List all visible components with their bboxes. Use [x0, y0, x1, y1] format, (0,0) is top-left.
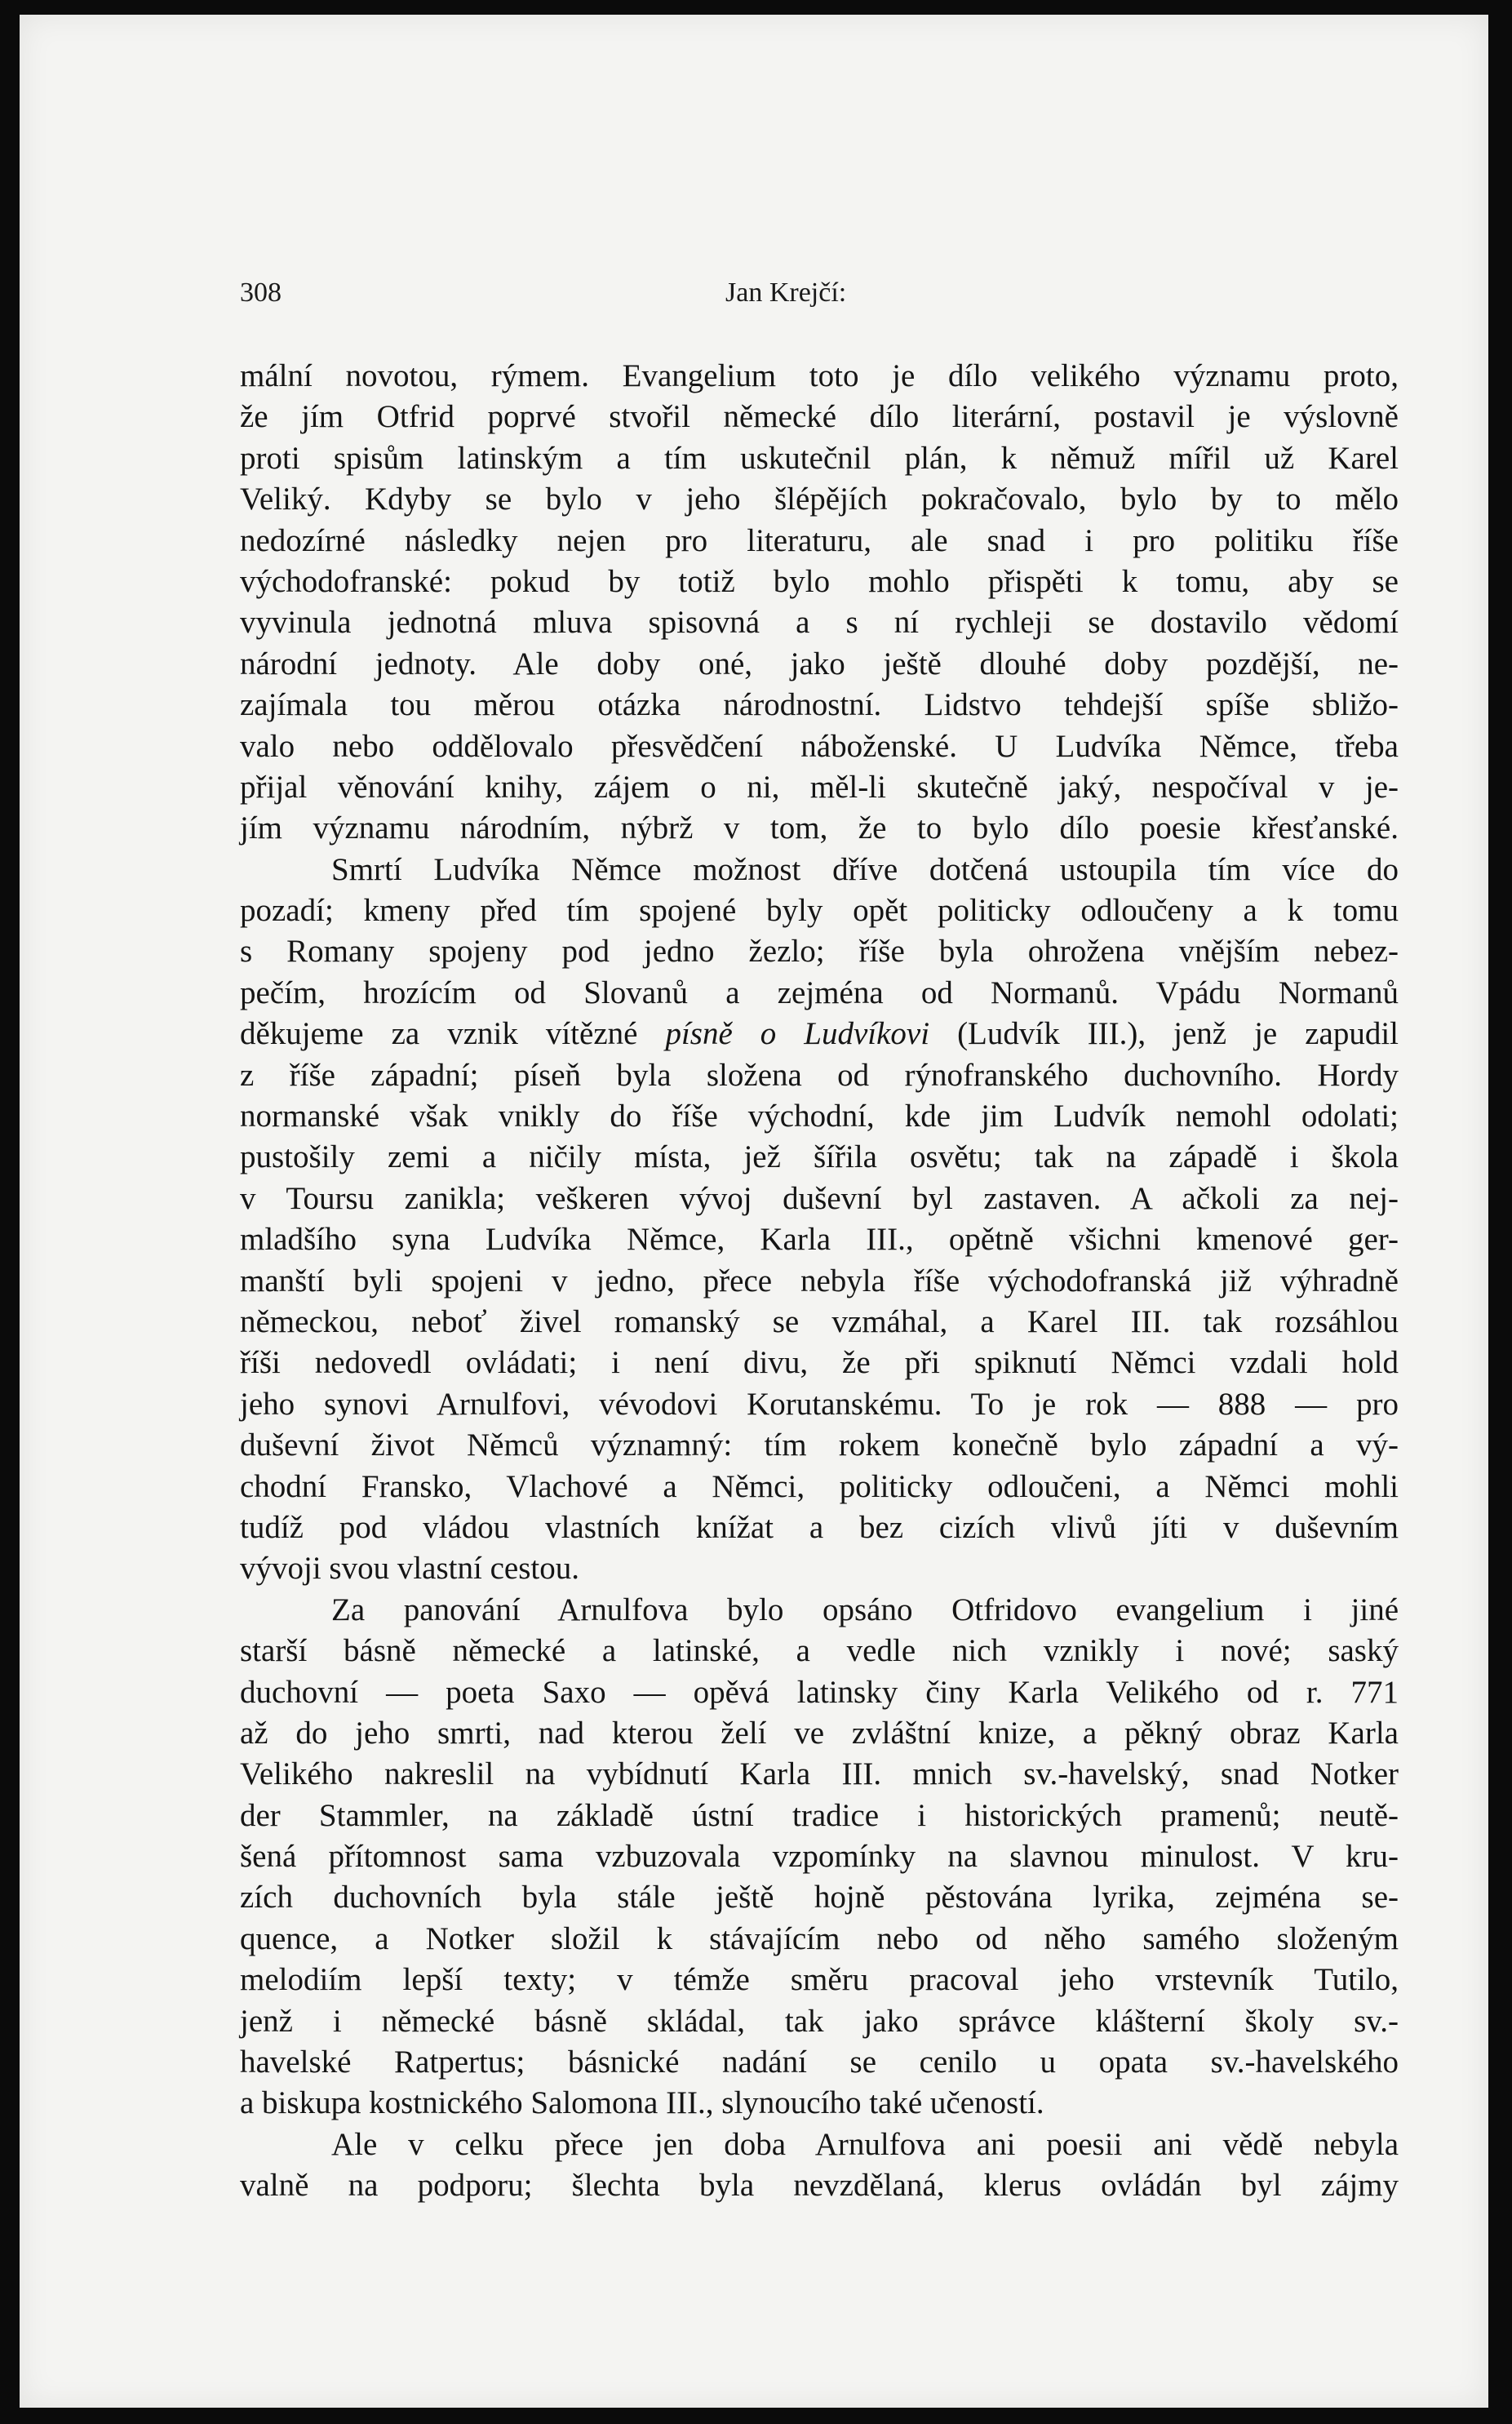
text-line — [240, 438, 1399, 479]
text-line — [240, 1179, 1399, 1219]
text-line-content: tudíž pod vládou vlastních knížat a bez cizích vlivů jíti v duševním — [240, 1509, 1399, 1545]
text-line — [240, 644, 1399, 685]
text-line-content: quence, a Notker složil k stávajícím nebo od něho samého složeným — [240, 1920, 1399, 1956]
text-line-content: jenž i německé básně skládal, tak jako správce klášterní školy sv.- — [240, 2003, 1399, 2039]
text-line-content: starší básně německé a latinské, a vedle nich vznikly i nové; saský — [240, 1633, 1399, 1669]
text-line — [240, 1713, 1399, 1754]
text-line-content: melodiím lepší texty; v témže směru pracoval jeho vrstevník Tutilo, — [240, 1962, 1399, 1998]
text-line — [240, 2165, 1399, 2206]
text-line-content: Za panování Arnulfova bylo opsáno Otfridovo evangelium i jiné — [331, 1592, 1399, 1627]
text-line-content: pečím, hrozícím od Slovanů a zejména od Normanů. Vpádu Normanů — [240, 974, 1399, 1010]
body-text — [240, 356, 1399, 2207]
text-line-content: východofranské: pokud by totiž bylo mohlo přispěti k tomu, aby se — [240, 563, 1399, 599]
text-line-content: říši nedovedl ovládati; i není divu, že při spiknutí Němci vzdali hold — [240, 1345, 1399, 1381]
text-line-content: přijal věnování knihy, zájem o ni, měl-li skutečně jaký, nespočíval v je- — [240, 769, 1399, 805]
text-line — [240, 1096, 1399, 1137]
text-line — [240, 1754, 1399, 1795]
text-line — [240, 356, 1399, 397]
text-line-content: normanské však vnikly do říše východní, kde jim Ludvík nemohl odolati; — [240, 1099, 1399, 1134]
text-line — [240, 2001, 1399, 2042]
text-line-content: že jím Otfrid poprvé stvořil německé dílo literární, postavil je výslovně — [240, 399, 1399, 435]
text-line — [240, 1836, 1399, 1877]
page-number: 308 — [240, 277, 282, 308]
text-line — [240, 931, 1399, 972]
text-line — [240, 1877, 1399, 1918]
running-head: Jan Krejčí: — [725, 277, 847, 308]
text-line — [240, 397, 1399, 437]
text-line — [240, 685, 1399, 726]
text-line-content: z říše západní; píseň byla složena od rýnofranského duchovního. Hordy — [240, 1057, 1399, 1093]
text-line — [240, 2083, 1399, 2124]
text-line — [240, 1137, 1399, 1178]
text-line-content: duševní život Němců významný: tím rokem konečně bylo západní a vý- — [240, 1427, 1399, 1463]
text-line-content: proti spisům latinským a tím uskutečnil plán, k němuž mířil už Karel — [240, 440, 1399, 476]
text-line-content: německou, neboť živel romanský se vzmáhal, a Karel III. tak rozsáhlou — [240, 1303, 1399, 1339]
text-line-content: a biskupa kostnického Salomona III., slynoucího také učeností. — [240, 2085, 1044, 2121]
text-line-content: pozadí; kmeny před tím spojené byly opět politicky odloučeny a k tomu — [240, 893, 1399, 929]
text-line — [240, 479, 1399, 520]
text-line — [240, 1631, 1399, 1671]
text-line-content: manští byli spojeni v jedno, přece nebyla říše východofranská již výhradně — [240, 1263, 1399, 1299]
text-line-content: Velikého nakreslil na vybídnutí Karla III. mnich sv.-havelský, snad Notker — [240, 1756, 1399, 1792]
text-line — [240, 1507, 1399, 1548]
text-line-content: havelské Ratpertus; básnické nadání se cenilo u opata sv.-havelského — [240, 2044, 1399, 2080]
text-line-content: jeho synovi Arnulfovi, vévodovi Korutanskému. To je rok — 888 — pro — [240, 1386, 1399, 1422]
text-line — [240, 1672, 1399, 1713]
text-line-content: národní jednoty. Ale doby oné, jako ještě dlouhé doby pozdější, ne- — [240, 646, 1399, 681]
italic-title: písně o Ludvíkovi — [665, 1016, 930, 1052]
text-line — [240, 521, 1399, 562]
text-line-content: vyvinula jednotná mluva spisovná a s ní rychleji se dostavilo vědomí — [240, 605, 1399, 641]
text-line-content: mální novotou, rýmem. Evangelium toto je dílo velikého významu proto, — [240, 358, 1399, 393]
text-line-content: chodní Fransko, Vlachové a Němci, politicky odloučeni, a Němci mohli — [240, 1468, 1399, 1504]
text-line — [240, 1919, 1399, 1960]
text-line — [240, 2124, 1399, 2165]
text-line — [240, 726, 1399, 767]
text-line-content: děkujeme za vznik vítězné — [240, 1016, 638, 1052]
text-line-content: Ale v celku přece jen doba Arnulfova ani poesii ani vědě nebyla — [331, 2126, 1399, 2162]
text-line-content: vývoji svou vlastní cestou. — [240, 1551, 579, 1587]
text-line — [240, 850, 1399, 890]
text-line-content: Veliký. Kdyby se bylo v jeho šlépějích pokračovalo, bylo by to mělo — [240, 482, 1399, 517]
text-line-content: s Romany spojeny pod jedno žezlo; říše byla ohrožena vnějším nebez- — [240, 934, 1399, 970]
text-line-content: Smrtí Ludvíka Němce možnost dříve dotčená ustoupila tím více do — [331, 851, 1399, 887]
text-line-content: duchovní — poeta Saxo — opěvá latinsky činy Karla Velikého od r. 771 — [240, 1674, 1399, 1710]
text-line-content: jím významu národním, nýbrž v tom, že to bylo dílo poesie křesťanské. — [240, 810, 1399, 846]
text-line-content: až do jeho smrti, nad kterou želí ve zvláštní knize, a pěkný obraz Karla — [240, 1715, 1399, 1751]
text-line — [240, 808, 1399, 849]
text-line — [240, 1014, 1399, 1054]
text-line — [240, 1425, 1399, 1466]
text-line-content: valo nebo oddělovalo přesvědčení náboženské. U Ludvíka Němce, třeba — [240, 728, 1399, 764]
text-line — [240, 767, 1399, 808]
text-line-content: v Toursu zanikla; veškeren vývoj duševní byl zastaven. A ačkoli za nej- — [240, 1180, 1399, 1216]
text-line — [240, 973, 1399, 1014]
text-line — [240, 602, 1399, 643]
text-line — [240, 1343, 1399, 1383]
text-line-continuation: (Ludvík III.), jenž je zapudil — [957, 1016, 1399, 1052]
text-line — [240, 890, 1399, 931]
text-line — [240, 562, 1399, 602]
text-line — [240, 1219, 1399, 1260]
text-line — [240, 1796, 1399, 1836]
text-line-content: nedozírné následky nejen pro literaturu, ale snad i pro politiku říše — [240, 522, 1399, 558]
text-line — [240, 1548, 1399, 1589]
text-line — [240, 1467, 1399, 1507]
text-line-content: pustošily zemi a ničily místa, jež šířila osvětu; tak na západě i škola — [240, 1139, 1399, 1175]
text-line — [240, 1384, 1399, 1425]
text-line — [240, 1055, 1399, 1096]
text-line-content: valně na podporu; šlechta byla nevzdělaná, klerus ovládán byl zájmy — [240, 2168, 1399, 2204]
text-line-content: der Stammler, na základě ústní tradice i historických pramenů; neutě- — [240, 1797, 1399, 1833]
text-line — [240, 1590, 1399, 1631]
text-line — [240, 1261, 1399, 1302]
text-line — [240, 2042, 1399, 2083]
text-line-content: šená přítomnost sama vzbuzovala vzpomínky na slavnou minulost. V kru- — [240, 1839, 1399, 1875]
text-line — [240, 1302, 1399, 1343]
text-line-content: zích duchovních byla stále ještě hojně pěstována lyrika, zejména se- — [240, 1880, 1399, 1916]
page-header — [240, 277, 1399, 315]
text-line-content: zajímala tou měrou otázka národnostní. Lidstvo tehdejší spíše sbližo- — [240, 687, 1399, 723]
book-page — [20, 15, 1488, 2408]
text-line-content: mladšího syna Ludvíka Němce, Karla III., opětně všichni kmenové ger- — [240, 1222, 1399, 1258]
text-line — [240, 1960, 1399, 2000]
